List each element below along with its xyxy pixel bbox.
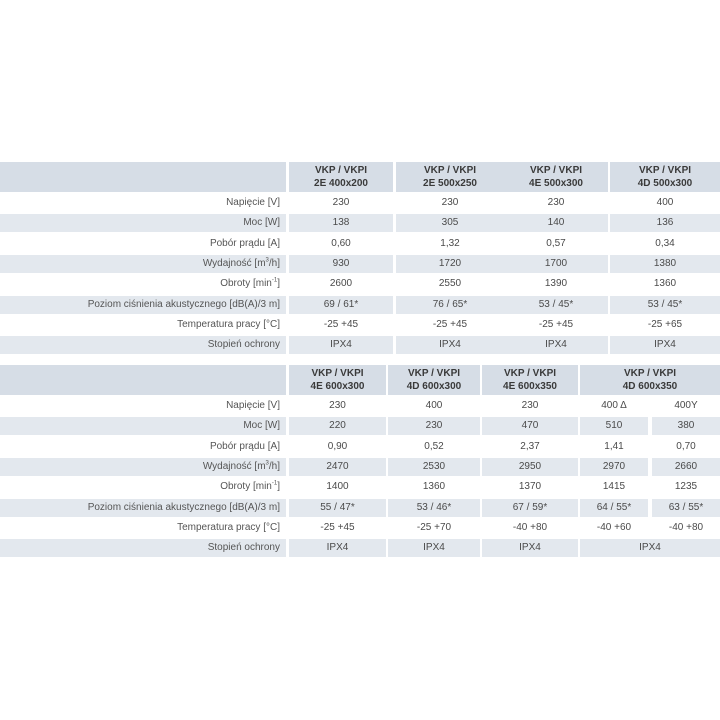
row-label: Poziom ciśnienia akustycznego [dB(A)/3 m] [0, 296, 286, 314]
model-code: 4E 600x300 [310, 381, 365, 392]
table1-header-cell [504, 162, 608, 192]
value-cell: 53 / 45* [610, 296, 720, 314]
value-cell: 1370 [518, 481, 542, 493]
value-cell: 230 [332, 197, 350, 208]
model-code: 4D 600x350 [622, 381, 678, 392]
value-cell: IPX4 [504, 336, 608, 354]
value-cell: 1235 [674, 481, 698, 493]
model-code: 4E 500x300 [529, 178, 583, 189]
label-superscript: -1 [271, 277, 278, 284]
value-cell: -25 +45 [323, 318, 359, 330]
table2-header-cell [482, 365, 578, 395]
table2-row [0, 499, 720, 517]
value-cell: 1,41 [604, 440, 624, 452]
value-cell: 230 [388, 417, 480, 435]
table2-row [0, 539, 720, 557]
label-superscript: 3 [265, 460, 269, 467]
value-cell: -40 +80 [668, 521, 704, 533]
value-cell: 400 [656, 197, 674, 208]
row-label: Poziom ciśnienia akustycznego [dB(A)/3 m] [0, 499, 286, 517]
value-cell: 220 [289, 417, 386, 435]
value-cell: 510 [580, 417, 648, 435]
value-cell: 400Y [674, 400, 698, 411]
table2-header-row [0, 365, 720, 395]
table2-header-cell [388, 365, 480, 395]
model-series: VKP / VKPI [407, 368, 461, 379]
value-cell: 930 [289, 255, 393, 273]
value-cell: 470 [482, 417, 578, 435]
value-cell: 1390 [544, 278, 568, 290]
row-label [0, 478, 286, 496]
value-cell: -40 +80 [512, 521, 548, 533]
value-cell: IPX4 [482, 539, 578, 557]
row-label: Stopień ochrony [0, 539, 286, 557]
value-cell: 53 / 45* [504, 296, 608, 314]
label-text: Wydajność [m [202, 460, 266, 472]
value-cell: 55 / 47* [289, 499, 386, 517]
row-label: Temperatura pracy [°C] [177, 521, 280, 533]
value-cell: 2950 [482, 458, 578, 476]
value-cell: 305 [396, 214, 504, 232]
value-cell: 2660 [652, 458, 720, 476]
label-superscript: 3 [265, 257, 269, 264]
table1-header-cell [610, 162, 720, 192]
value-cell: 1360 [653, 278, 677, 290]
value-cell: 2600 [329, 278, 353, 290]
value-cell: -25 +45 [320, 521, 355, 533]
table2-header-cell [580, 365, 720, 395]
value-cell: -25 +45 [538, 318, 574, 330]
row-label: Stopień ochrony [0, 336, 286, 354]
value-cell: 0,34 [655, 237, 675, 249]
row-label [0, 458, 286, 476]
value-cell: 64 / 55* [580, 499, 648, 517]
row-label: Moc [W] [0, 417, 286, 435]
row-label: Pobór prądu [A] [209, 440, 280, 452]
row-label: Napięcie [V] [226, 400, 280, 411]
value-cell: 1415 [602, 481, 626, 493]
table1-row [0, 316, 720, 334]
table1-row [0, 336, 720, 354]
model-code: 4D 500x300 [637, 178, 693, 189]
value-cell: 2550 [438, 278, 462, 290]
table2-row [0, 478, 720, 496]
model-series: VKP / VKPI [623, 368, 677, 379]
value-cell: IPX4 [289, 539, 386, 557]
value-cell: 230 [329, 400, 346, 411]
value-cell: 0,90 [327, 440, 348, 452]
model-code: 4D 600x300 [406, 381, 462, 392]
value-cell: 0,52 [424, 440, 444, 452]
model-series: VKP / VKPI [503, 368, 557, 379]
value-cell: 230 [521, 400, 539, 411]
value-cell: 2970 [580, 458, 648, 476]
table1-row [0, 296, 720, 314]
table2-header-blank [0, 365, 286, 395]
value-cell: 140 [504, 214, 608, 232]
value-cell: 1700 [504, 255, 608, 273]
value-cell: -25 +45 [432, 318, 468, 330]
value-cell: -25 +70 [416, 521, 452, 533]
value-cell: IPX4 [396, 336, 504, 354]
value-cell: 67 / 59* [482, 499, 578, 517]
value-cell: -25 +65 [647, 318, 683, 330]
value-cell: 69 / 61* [289, 296, 393, 314]
value-cell: 63 / 55* [652, 499, 720, 517]
row-label [0, 255, 286, 273]
table2-row [0, 438, 720, 456]
label-superscript: -1 [271, 480, 278, 487]
table1-row [0, 255, 720, 273]
table2-row [0, 458, 720, 476]
value-cell: 138 [289, 214, 393, 232]
value-cell: 53 / 46* [388, 499, 480, 517]
label-text: ] [277, 481, 280, 493]
table1-row [0, 194, 720, 212]
value-cell: 2470 [289, 458, 386, 476]
table1-row [0, 214, 720, 232]
model-series: VKP / VKPI [529, 165, 583, 176]
value-cell: 230 [441, 197, 459, 208]
row-label: Temperatura pracy [°C] [177, 318, 280, 330]
value-cell: 136 [610, 214, 720, 232]
value-cell: 0,57 [546, 237, 566, 249]
value-cell: 1360 [422, 481, 446, 493]
label-text: Obroty [min [220, 481, 272, 493]
row-label: Moc [W] [0, 214, 286, 232]
table1-header-cell [396, 162, 504, 192]
row-label [0, 275, 286, 293]
value-cell: IPX4 [610, 336, 720, 354]
model-series: VKP / VKPI [423, 165, 477, 176]
value-cell: IPX4 [580, 539, 720, 557]
row-label: Napięcie [V] [226, 197, 280, 208]
value-cell: 2530 [388, 458, 480, 476]
label-text: Obroty [min [220, 278, 272, 290]
table2-header-cell [289, 365, 386, 395]
value-cell: 230 [547, 197, 565, 208]
value-cell: 0,60 [331, 237, 351, 249]
model-series: VKP / VKPI [314, 165, 368, 176]
value-cell: 2,37 [520, 440, 540, 452]
value-cell: 400 Δ [601, 400, 627, 411]
value-cell: -40 +60 [596, 521, 632, 533]
value-cell: 380 [652, 417, 720, 435]
model-series: VKP / VKPI [311, 368, 364, 379]
value-cell: 0,70 [676, 440, 696, 452]
table1-header-cell [289, 162, 393, 192]
row-label: Pobór prądu [A] [209, 237, 280, 249]
table2-row [0, 519, 720, 537]
label-text: /h] [268, 257, 280, 269]
value-cell: 1400 [326, 481, 349, 493]
table1-header-blank [0, 162, 286, 192]
model-code: 2E 400x200 [314, 178, 368, 189]
table1-header-row [0, 162, 720, 192]
label-text: /h] [268, 460, 280, 472]
value-cell: IPX4 [388, 539, 480, 557]
model-series: VKP / VKPI [638, 165, 692, 176]
label-text: ] [277, 278, 280, 290]
table2-row [0, 417, 720, 435]
table1-row [0, 235, 720, 253]
value-cell: 1720 [396, 255, 504, 273]
table2-row [0, 397, 720, 415]
value-cell: 400 [425, 400, 443, 411]
model-code: 2E 500x250 [423, 178, 477, 189]
value-cell: 1,32 [440, 237, 460, 249]
value-cell: IPX4 [289, 336, 393, 354]
value-cell: 1380 [610, 255, 720, 273]
label-text: Wydajność [m [202, 257, 266, 269]
model-code: 4E 600x350 [503, 381, 557, 392]
table1-row [0, 275, 720, 293]
value-cell: 76 / 65* [396, 296, 504, 314]
